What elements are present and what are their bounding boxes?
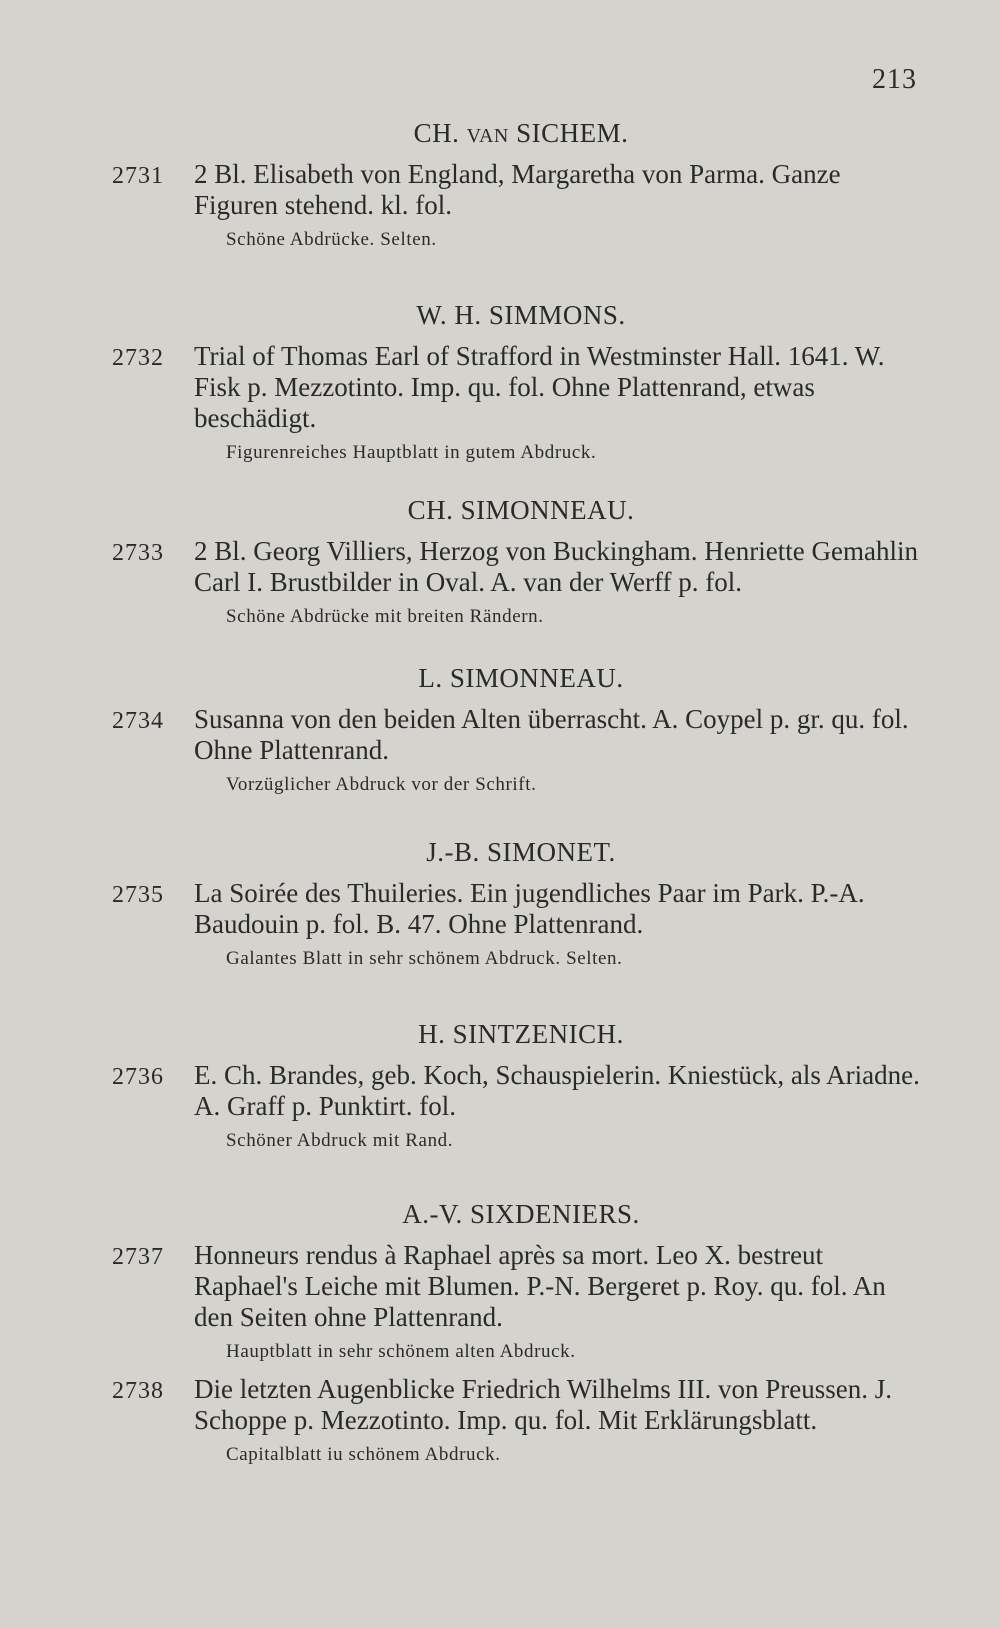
entry-description: La Soirée des Thuileries. Ein jugendliches Paar im Park. P.-A. Baudouin p. fol. B. 47. Ohne Plattenrand. (194, 878, 865, 939)
catalog-entry (112, 1374, 920, 1467)
entry-description: Trial of Thomas Earl of Strafford in Westminster Hall. 1641. W. Fisk p. Mezzotinto. Imp. qu. fol. Ohne Plattenrand, etwas beschädigt. (194, 341, 885, 433)
entry-description: 2 Bl. Elisabeth von England, Margaretha von Parma. Ganze Figuren stehend. kl. fol. (194, 159, 841, 220)
artist-heading: H. SINTZENICH. (418, 1019, 624, 1049)
catalog-section (112, 837, 920, 971)
catalog-entry (112, 159, 920, 252)
catalog-section (112, 118, 920, 252)
entry-number: 2737 (112, 1244, 164, 1270)
entry-note: Galantes Blatt in sehr schönem Abdruck. Selten. (226, 948, 623, 969)
entry-note: Figurenreiches Hauptblatt in gutem Abdruck. (226, 442, 597, 463)
artist-name-part: VAN (466, 125, 509, 147)
artist-heading (112, 118, 920, 149)
entry-number: 2735 (112, 882, 164, 908)
catalog-entry (112, 536, 920, 629)
artist-heading: CH. SIMONNEAU. (407, 495, 635, 525)
artist-heading: A.-V. SIXDENIERS. (402, 1199, 640, 1229)
page-number: 213 (872, 64, 917, 95)
entry-description: 2 Bl. Georg Villiers, Herzog von Buckingham. Henriette Gemahlin Carl I. Brustbilder in Oval. A. van der Werff p. fol. (194, 536, 918, 597)
catalog-entry (112, 878, 920, 971)
catalog-entry (112, 704, 920, 797)
entry-note: Vorzüglicher Abdruck vor der Schrift. (226, 774, 537, 795)
catalog-section (112, 1374, 920, 1467)
catalog-content (112, 118, 920, 1467)
catalog-entry (112, 341, 920, 465)
catalog-entry (112, 1060, 920, 1153)
entry-note: Schöner Abdruck mit Rand. (226, 1130, 454, 1151)
catalog-section (112, 1199, 920, 1364)
artist-heading: L. SIMONNEAU. (418, 663, 624, 693)
entry-description: E. Ch. Brandes, geb. Koch, Schauspielerin. Kniestück, als Ariadne. A. Graff p. Punktirt. fol. (194, 1060, 920, 1121)
entry-note: Schöne Abdrücke. Selten. (226, 229, 437, 250)
catalog-section (112, 663, 920, 797)
entry-number: 2734 (112, 708, 164, 734)
entry-number: 2731 (112, 163, 164, 189)
entry-description: Honneurs rendus à Raphael après sa mort. Leo X. bestreut Raphael's Leiche mit Blumen. P.-N. Bergeret p. Roy. qu. fol. An den Seiten ohne Plattenrand. (194, 1240, 886, 1332)
catalog-section (112, 495, 920, 629)
entry-number: 2732 (112, 345, 164, 371)
entry-number: 2738 (112, 1378, 164, 1404)
entry-note: Capitalblatt iu schönem Abdruck. (226, 1444, 501, 1465)
artist-name-part: SICHEM. (508, 118, 629, 148)
entry-number: 2733 (112, 540, 164, 566)
catalog-entry (112, 1240, 920, 1364)
catalog-section (112, 1019, 920, 1153)
entry-description: Susanna von den beiden Alten überrascht. A. Coypel p. gr. qu. fol. Ohne Plattenrand. (194, 704, 909, 765)
entry-note: Hauptblatt in sehr schönem alten Abdruck. (226, 1341, 576, 1362)
catalog-section (112, 300, 920, 465)
entry-description: Die letzten Augenblicke Friedrich Wilhelms III. von Preussen. J. Schoppe p. Mezzotinto. Imp. qu. fol. Mit Erklärungsblatt. (194, 1374, 893, 1435)
artist-heading: J.-B. SIMONET. (426, 837, 616, 867)
artist-heading: W. H. SIMMONS. (416, 300, 626, 330)
entry-number: 2736 (112, 1064, 164, 1090)
entry-note: Schöne Abdrücke mit breiten Rändern. (226, 606, 544, 627)
artist-name-part: CH. (413, 118, 467, 148)
